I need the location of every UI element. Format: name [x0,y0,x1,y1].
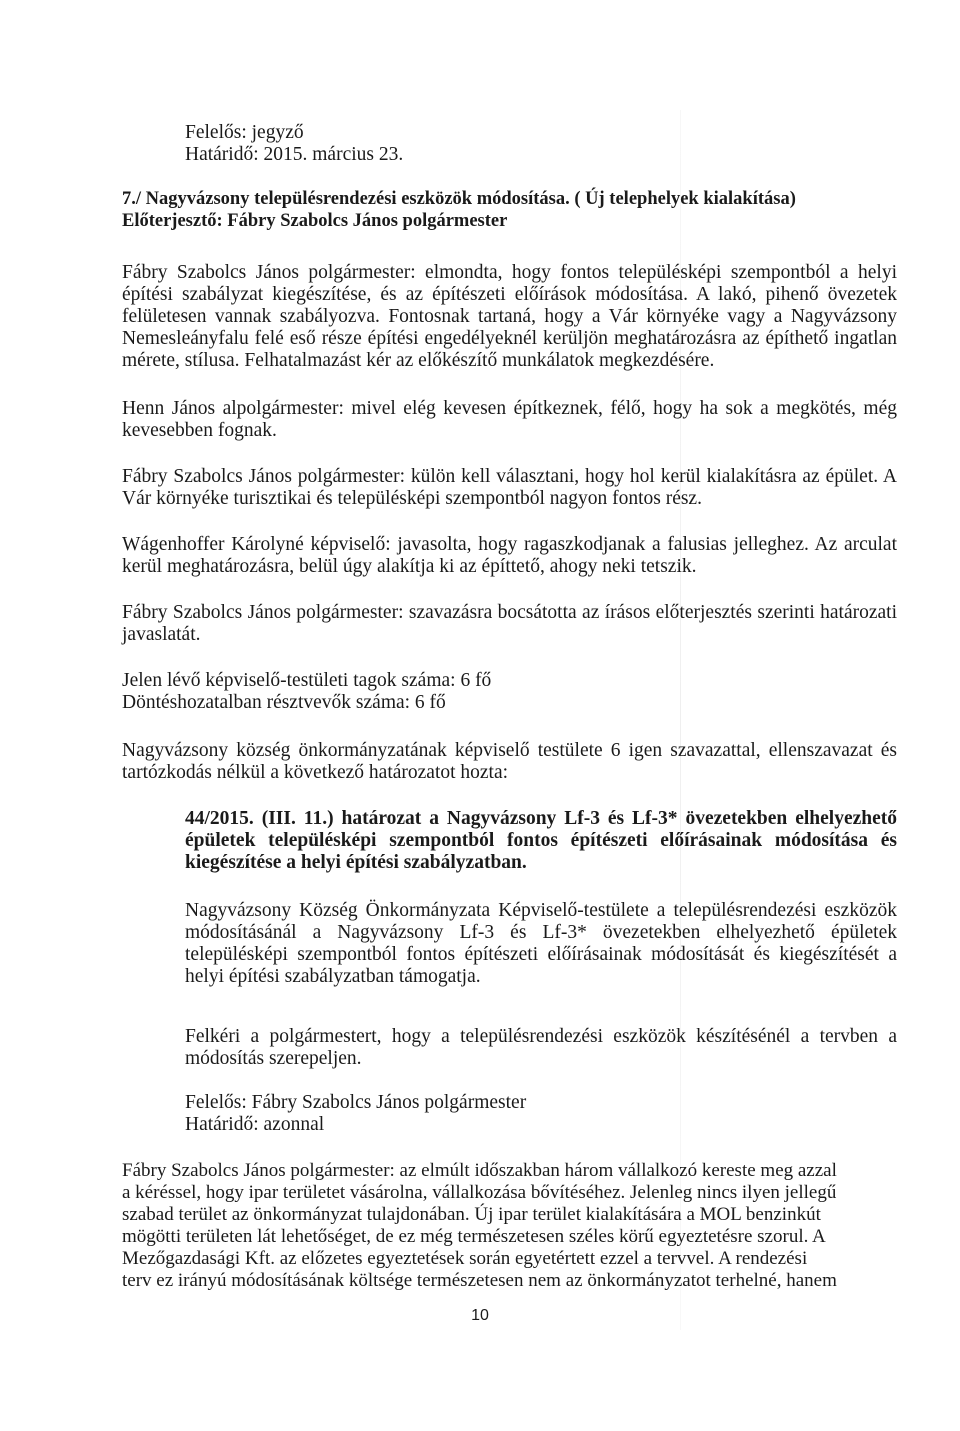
attendance-present: Jelen lévő képviselő-testületi tagok száma: 6 fő [122,670,492,691]
header-block [185,122,403,166]
header-responsible: Felelős: jegyző [185,122,304,143]
paragraph-mayor-2: Fábry Szabolcs János polgármester: külön kell választani, hogy hol kerül kialakításra az épület. A Vár környéke turisztikai és településképi szempontból nagyon fontos rész. [122,466,897,509]
closing-line: Fábry Szabolcs János polgármester: az elmúlt időszakban három vállalkozó kereste meg azzal [122,1160,837,1181]
resolution-body-1: Nagyvázsony Község Önkormányzata Képviselő-testülete a településrendezési eszközök módosításánál a Nagyvázsony Lf-3 és Lf-3* övezetekben elhelyezhető épületek településképi szempontból fontos építészeti előírásainak módosítását és kiegészítését a helyi építési szabályzatban támogatja. [185,900,897,987]
closing-line: a kéréssel, hogy ipar területet vásárolna, vállalkozása bővítéséhez. Jelenleg nincs ilyen jellegű [122,1182,837,1203]
closing-line: mögötti területen lát lehetőséget, de ez még természetesen széles körű egyeztetésre szorul. A [122,1226,826,1247]
closing-paragraph [122,1160,897,1292]
page-number: 10 [471,1307,489,1324]
paragraph-mayor-1: Fábry Szabolcs János polgármester: elmondta, hogy fontos településképi szempontból a helyi építési szabályzat kiegészítése, és az építészeti előírások módosítása. A lakó, pihenő övezetek felületesen vannak szabályozva. Fontosnak tartaná, hogy a Vár környéke vagy a Nagyvázsony Nemesleányfalu felé eső része építési engedélyeknél kerüljön meghatározásra az építhető ingatlan mérete, stílusa. Felhatalmazást kér az előkészítő munkálatok megkezdésére. [122,262,897,371]
closing-line: terv ez irányú módosításának költsége természetesen nem az önkormányzatot terhelné, hanem [122,1270,837,1291]
closing-line: Mezőgazdasági Kft. az előzetes egyeztetések során egyetértett ezzel a tervvel. A rendezési [122,1248,808,1269]
agenda-item [122,188,796,232]
resolution-deadline: Határidő: azonnal [185,1114,325,1135]
agenda-title: 7./ Nagyvázsony településrendezési eszközök módosítása. ( Új telephelyek kialakítása) [122,189,796,209]
closing-line: szabad terület az önkormányzat tulajdonában. Új ipar terület kialakítására a MOL benzinkút [122,1204,821,1225]
attendance-voting: Döntéshozatalban résztvevők száma: 6 fő [122,692,446,713]
resolution-title: 44/2015. (III. 11.) határozat a Nagyvázsony Lf-3 és Lf-3* övezetekben elhelyezhető épületek településképi szempontból fontos építészeti előírásainak módosítása és kiegészítése a helyi építési szabályzatban. [185,808,897,873]
header-deadline: Határidő: 2015. március 23. [185,144,404,165]
paragraph-deputy: Henn János alpolgármester: mivel elég kevesen építkeznek, félő, hogy ha sok a megkötés, még kevesebben fognak. [122,398,897,441]
resolution-body-2: Felkéri a polgármestert, hogy a településrendezési eszközök készítésénél a tervben a módosítás szerepeljen. [185,1026,897,1069]
resolution-assignment [185,1092,526,1136]
paragraph-mayor-vote: Fábry Szabolcs János polgármester: szavazásra bocsátotta az írásos előterjesztés szerinti határozati javaslatát. [122,602,897,645]
agenda-presenter: Előterjesztő: Fábry Szabolcs János polgármester [122,211,508,231]
paragraph-representative: Wágenhoffer Károlyné képviselő: javasolta, hogy ragaszkodjanak a falusias jelleghez. Az arculat kerül meghatározásra, belül úgy alakítja ki az építtető, ahogy neki tetszik. [122,534,897,577]
resolution-responsible: Felelős: Fábry Szabolcs János polgármester [185,1092,527,1113]
vote-result: Nagyvázsony község önkormányzatának képviselő testülete 6 igen szavazattal, ellenszavazat és tartózkodás nélkül a következő határozatot hozta: [122,740,897,783]
attendance-block [122,670,491,714]
